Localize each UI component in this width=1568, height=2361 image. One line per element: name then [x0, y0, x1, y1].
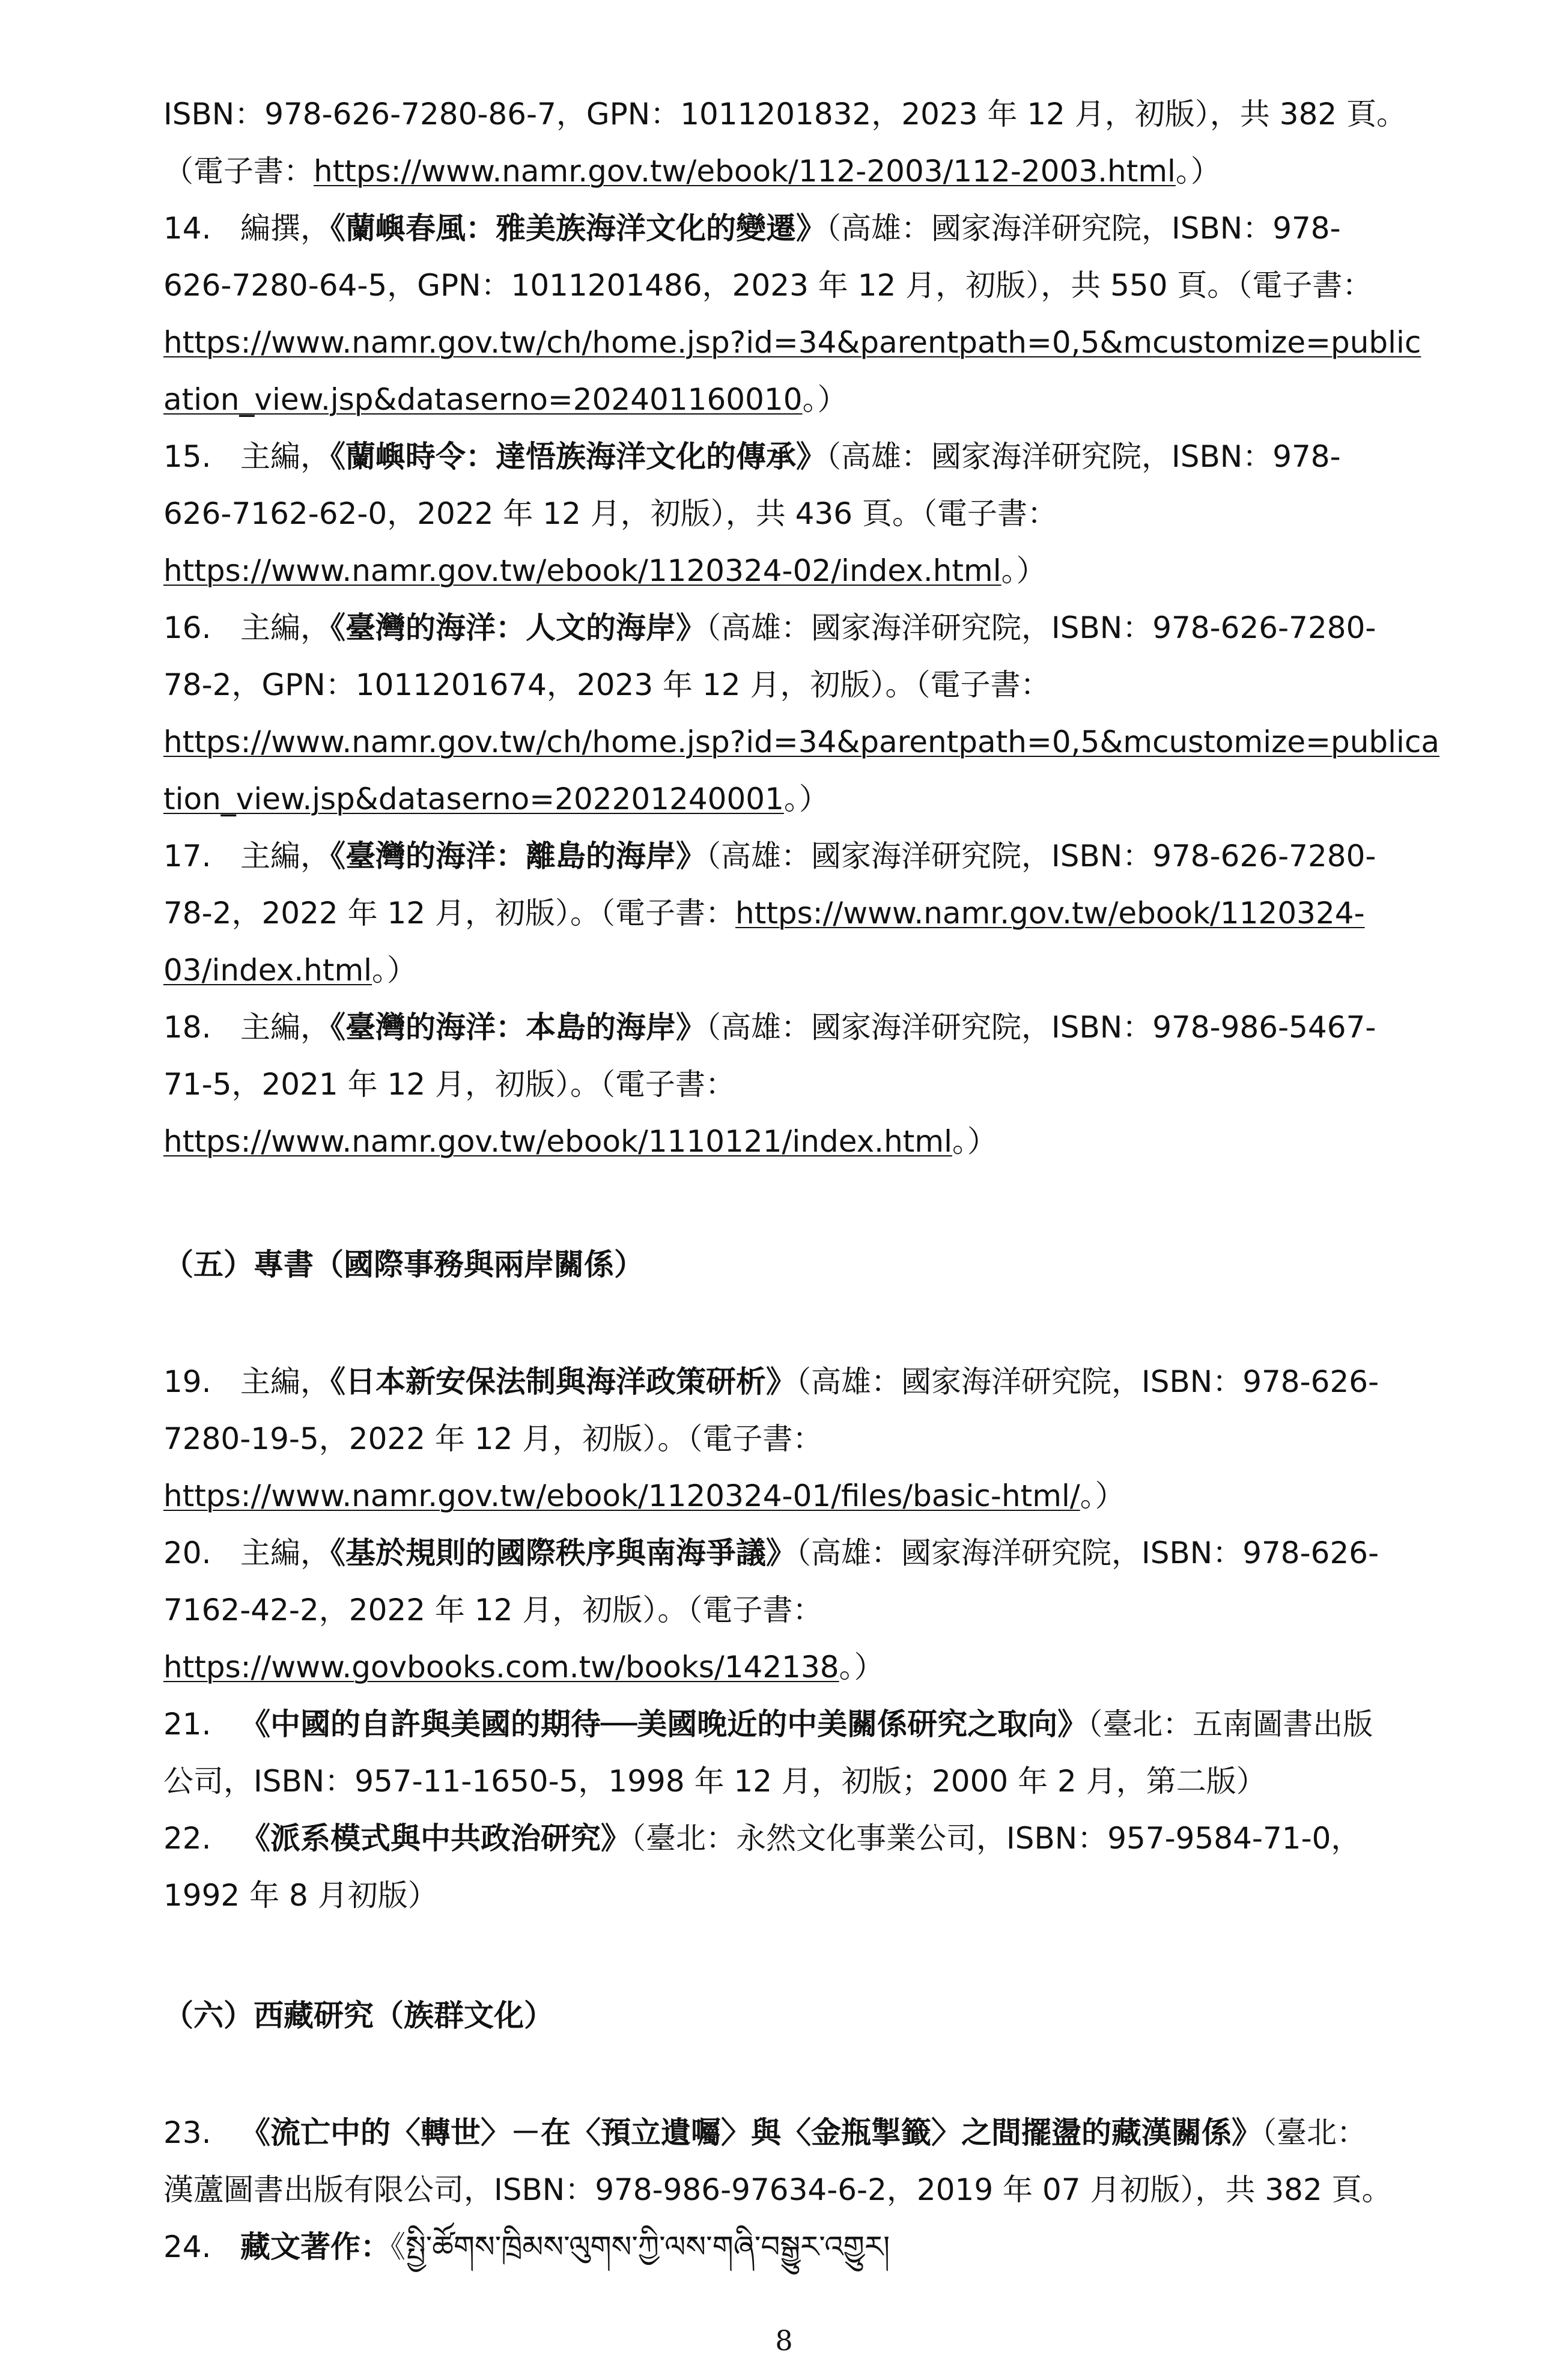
item-number: 16. — [163, 610, 211, 645]
text-segment: 主編， — [240, 839, 330, 874]
text-segment: 71-5，2021 年 12 月，初版）。（電子書： — [163, 1067, 736, 1102]
text-segment: （臺北：永然文化事業公司，ISBN：957-9584-71-0， — [631, 1821, 1361, 1856]
ebook-link[interactable]: tion_view.jsp&dataserno=202201240001 — [163, 782, 784, 816]
list-item-start — [163, 2229, 890, 2265]
text-segment: （電子書： — [163, 154, 314, 189]
text-line — [163, 2172, 1392, 2208]
item-number: 17. — [163, 839, 211, 874]
text-line — [163, 667, 1050, 703]
item-number: 19. — [163, 1364, 211, 1399]
text-segment: 。） — [1001, 553, 1047, 588]
ebook-link[interactable]: 03/index.html — [163, 953, 372, 988]
text-segment: 7162-42-2，2022 年 12 月，初版）。（電子書： — [163, 1593, 823, 1627]
list-item-start — [163, 1535, 1379, 1571]
ebook-link[interactable]: https://www.govbooks.com.tw/books/142138 — [163, 1650, 839, 1685]
text-segment: （高雄：國家海洋研究院，ISBN：978-626-7280- — [706, 839, 1376, 874]
page-number: 8 — [775, 2324, 793, 2357]
text-segment: 。） — [839, 1650, 884, 1685]
text-line — [163, 1066, 735, 1102]
text-segment: （高雄：國家海洋研究院，ISBN：978-626- — [796, 1536, 1379, 1570]
text-segment: （臺北： — [1262, 2115, 1367, 2150]
text-segment: 7280-19-5，2022 年 12 月，初版）。（電子書： — [163, 1421, 823, 1456]
text-line — [163, 1421, 822, 1457]
book-title: 《中國的自許與美國的期待──美國晚近的中美關係研究之取向》 — [240, 1707, 1088, 1742]
text-segment: （高雄：國家海洋研究院，ISBN：978-626-7280- — [706, 610, 1376, 645]
text-segment: （臺北：五南圖書出版 — [1087, 1707, 1373, 1742]
text-line — [163, 1592, 822, 1628]
text-line — [163, 952, 417, 988]
ebook-link[interactable]: https://www.namr.gov.tw/ebook/112-2003/112-2003.html — [314, 154, 1176, 189]
text-segment: 78-2，2022 年 12 月，初版）。（電子書： — [163, 896, 736, 931]
book-title: 《臺灣的海洋：離島的海岸》 — [330, 839, 706, 874]
text-line — [163, 895, 1365, 931]
text-line — [163, 1649, 884, 1685]
book-title: （五）專書（國際事務與兩岸關係） — [163, 1247, 644, 1282]
book-title: 《蘭嶼春風：雅美族海洋文化的變遷》 — [330, 211, 826, 246]
ebook-link[interactable]: https://www.namr.gov.tw/ch/home.jsp?id=34&parentpath=0,5&mcustomize=public — [163, 325, 1421, 360]
list-item-start — [163, 439, 1341, 475]
text-segment: （高雄：國家海洋研究院，ISBN：978-986-5467- — [706, 1010, 1376, 1045]
text-segment: （高雄：國家海洋研究院，ISBN：978-626- — [796, 1364, 1379, 1399]
text-segment: 公司，ISBN：957-11-1650-5，1998 年 12 月，初版；2000 年 2 月，第二版） — [163, 1764, 1266, 1799]
text-line — [163, 324, 1421, 360]
item-number: 24. — [163, 2229, 211, 2264]
list-item-start — [163, 838, 1376, 874]
list-item-start — [163, 1706, 1373, 1742]
text-line — [163, 153, 1221, 189]
item-number: 18. — [163, 1010, 211, 1045]
text-segment: 78-2，GPN：1011201674，2023 年 12 月，初版）。（電子書： — [163, 667, 1051, 702]
book-title: 《流亡中的〈轉世〉－在〈預立遺囑〉與〈金瓶掣籤〉之間擺盪的藏漢關係》 — [240, 2115, 1262, 2150]
list-item-start — [163, 210, 1341, 246]
book-title: 藏文著作： — [240, 2229, 390, 2264]
text-line — [163, 381, 848, 418]
ebook-link[interactable]: https://www.namr.gov.tw/ch/home.jsp?id=34&parentpath=0,5&mcustomize=publica — [163, 725, 1440, 759]
ebook-link[interactable]: https://www.namr.gov.tw/ebook/1110121/index.html — [163, 1124, 952, 1159]
book-title: 《基於規則的國際秩序與南海爭議》 — [330, 1536, 796, 1570]
text-segment: 626-7280-64-5，GPN：1011201486，2023 年 12 月，初版），共 550 頁。（電子書： — [163, 268, 1373, 303]
text-segment: 。） — [952, 1124, 997, 1159]
text-segment: （高雄：國家海洋研究院，ISBN：978- — [826, 439, 1341, 474]
text-line — [163, 1478, 1125, 1514]
text-segment: 主編， — [240, 1364, 330, 1399]
text-segment: 。） — [802, 382, 848, 417]
text-segment: 漢蘆圖書出版有限公司，ISBN：978-986-97634-6-2，2019 年 07 月初版），共 382 頁。 — [163, 2172, 1392, 2207]
text-line — [163, 96, 1406, 132]
text-segment: 《སྤྱི་ཚོགས་ཁྲིམས་ལུགས་ཀྱི་ལས་གཞི་བསྒྱུར་འགྱུར། — [390, 2229, 890, 2264]
book-title: 《派系模式與中共政治研究》 — [240, 1821, 631, 1856]
text-segment: 主編， — [240, 610, 330, 645]
text-segment: ISBN：978-626-7280-86-7，GPN：1011201832，2023 年 12 月，初版），共 382 頁。 — [163, 97, 1407, 132]
text-line — [163, 1763, 1266, 1799]
book-title: 《日本新安保法制與海洋政策研析》 — [330, 1364, 796, 1399]
text-line — [163, 724, 1439, 760]
text-segment: 。） — [1175, 154, 1221, 189]
book-title: 《臺灣的海洋：本島的海岸》 — [330, 1010, 706, 1045]
list-item-start — [163, 1364, 1379, 1400]
list-item-start — [163, 1009, 1376, 1045]
item-number: 14. — [163, 211, 211, 246]
text-segment: 編撰， — [240, 211, 330, 246]
text-segment: 主編， — [240, 1536, 330, 1570]
ebook-link[interactable]: ation_view.jsp&dataserno=202401160010 — [163, 382, 803, 417]
section-heading — [163, 1998, 554, 2034]
text-line — [163, 1123, 997, 1159]
text-line — [163, 496, 1057, 532]
document-page — [163, 0, 1443, 2361]
item-number: 20. — [163, 1536, 211, 1570]
text-segment: 1992 年 8 月初版） — [163, 1878, 438, 1913]
ebook-link[interactable]: https://www.namr.gov.tw/ebook/1120324-01/files/basic-html/ — [163, 1478, 1080, 1513]
text-segment: 。） — [783, 782, 829, 816]
text-segment: 。） — [372, 953, 418, 988]
ebook-link[interactable]: https://www.namr.gov.tw/ebook/1120324-02/index.html — [163, 553, 1001, 588]
text-line — [163, 553, 1047, 589]
text-segment: 。） — [1080, 1478, 1125, 1513]
text-segment: 626-7162-62-0，2022 年 12 月，初版），共 436 頁。（電子書： — [163, 496, 1058, 531]
text-line — [163, 267, 1372, 303]
text-segment: （高雄：國家海洋研究院，ISBN：978- — [826, 211, 1341, 246]
book-title: （六）西藏研究（族群文化） — [163, 1998, 554, 2033]
book-title: 《臺灣的海洋：人文的海岸》 — [330, 610, 706, 645]
text-segment: 主編， — [240, 1010, 330, 1045]
item-number: 22. — [163, 1821, 211, 1856]
list-item-start — [163, 1820, 1361, 1856]
text-line — [163, 1877, 438, 1913]
item-number: 15. — [163, 439, 211, 474]
text-segment: 主編， — [240, 439, 330, 474]
text-line — [163, 781, 829, 817]
book-title: 《蘭嶼時令：達悟族海洋文化的傳承》 — [330, 439, 826, 474]
section-heading — [163, 1247, 644, 1283]
item-number: 23. — [163, 2115, 211, 2150]
list-item-start — [163, 610, 1376, 646]
ebook-link[interactable]: https://www.namr.gov.tw/ebook/1120324- — [735, 896, 1365, 931]
item-number: 21. — [163, 1707, 211, 1742]
list-item-start — [163, 2115, 1367, 2151]
